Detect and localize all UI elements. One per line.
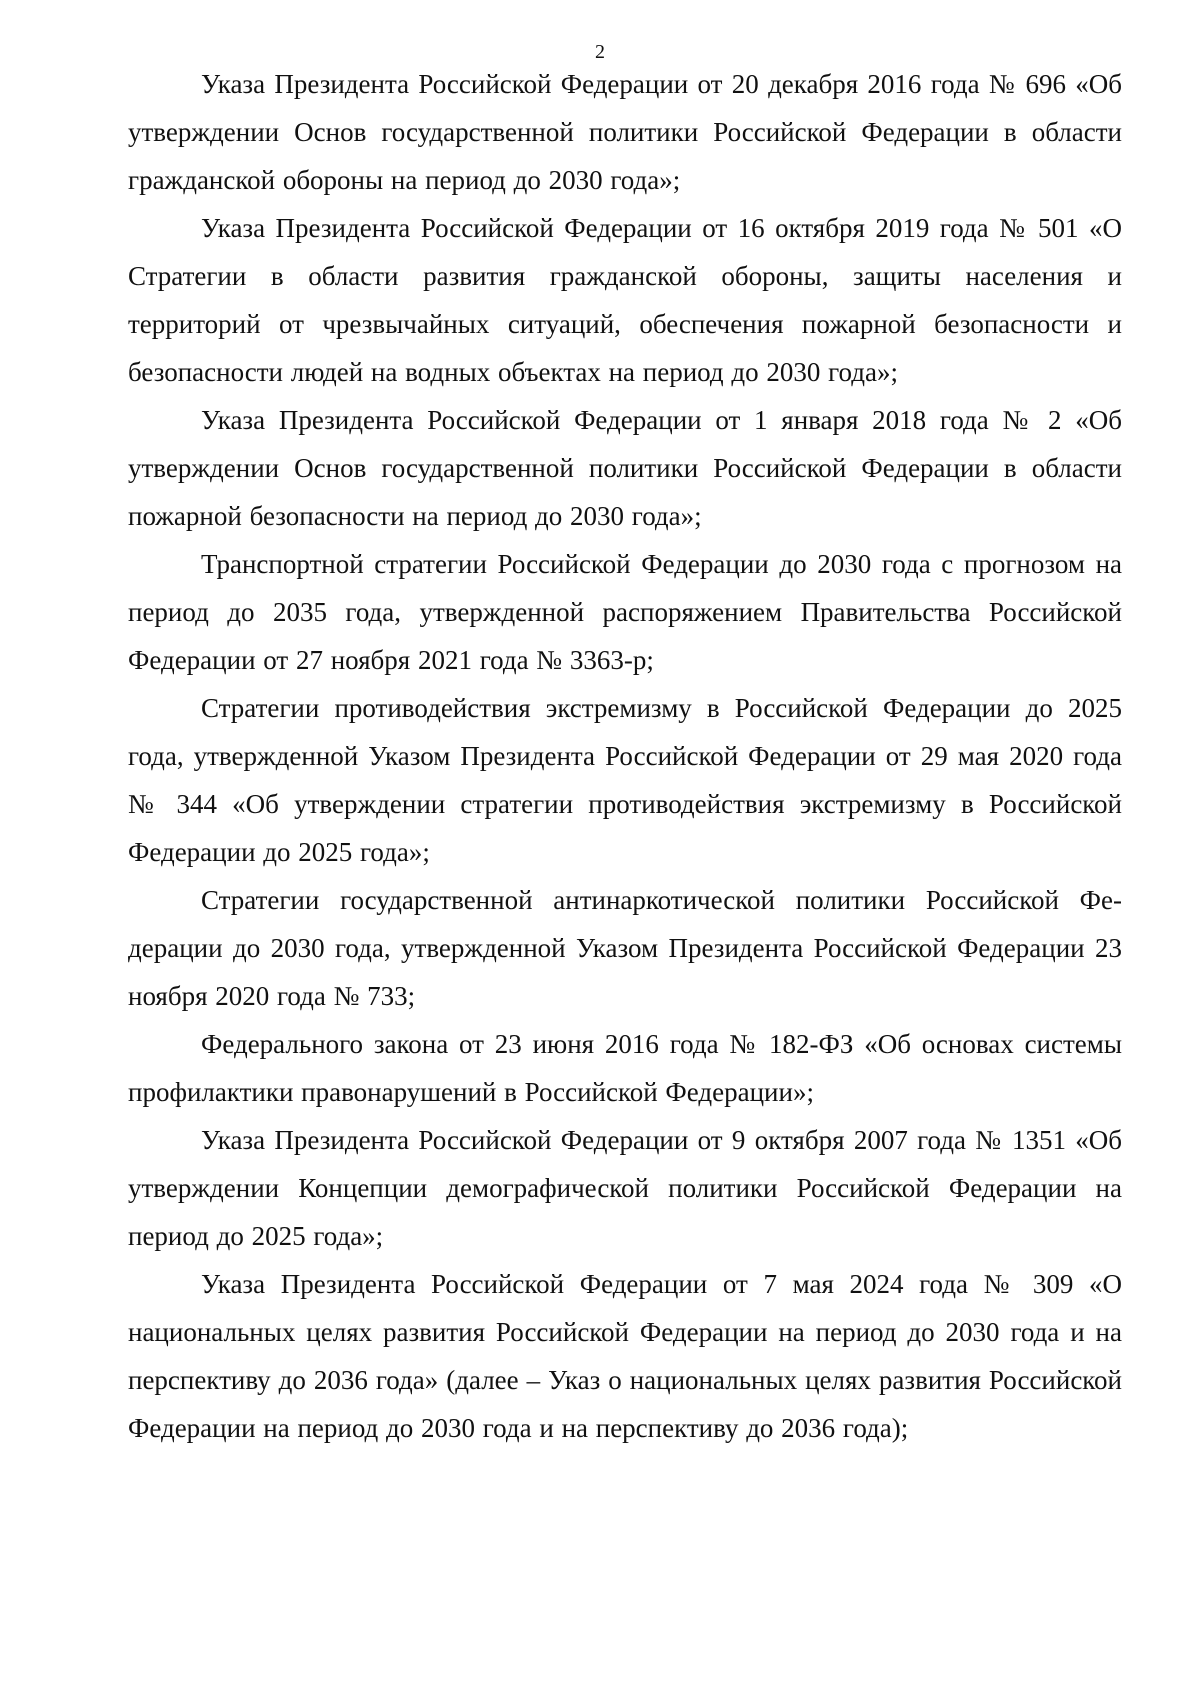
paragraph-decree-501: Указа Президента Российской Федерации от 16 октября 2019 года № 501 «О Стратегии в области развития гражданской обороны, защиты населения и территорий от чрезвычайных ситуаций, обеспечения пожарной безопасности и безопасности людей на водных объектах на период до 2030 года»; — [128, 213, 1122, 387]
paragraph-decree-696: Указа Президента Российской Федерации от 20 декабря 2016 года № 696 «Об утверждении Основ государственной политики Российской Федерации в области гражданской обороны на период до 2030 года»; — [128, 69, 1122, 195]
paragraph-antinarcotic-strategy: Стратегии государственной антинаркотической политики Российской Федерации до 2030 года, утвержденной Указом Президента Российской Федерации 23 ноября 2020 года № 733; — [128, 885, 1122, 1011]
paragraph-decree-1351: Указа Президента Российской Федерации от 9 октября 2007 года № 1351 «Об утверждении Концепции демографической политики Российской Федерации на период до 2025 года»; — [128, 1125, 1122, 1251]
paragraph-decree-309: Указа Президента Российской Федерации от 7 мая 2024 года № 309 «О национальных целях развития Российской Федерации на период до 2030 года и на перспективу до 2036 года» (далее – Указ о национальных целях развития Российской Федерации на период до 2030 года и на перспективу до 2036 года); — [128, 1269, 1122, 1443]
paragraph-extremism-strategy: Стратегии противодействия экстремизму в Российской Федерации до 2025 года, утвержденной Указом Президента Российской Федерации от 29 мая 2020 года № 344 «Об утверждении стратегии противодействия экстремизму в Российской Федерации до 2025 года»; — [128, 693, 1122, 867]
document-body — [128, 60, 1122, 1452]
paragraph-decree-2: Указа Президента Российской Федерации от 1 января 2018 года № 2 «Об утверждении Основ государственной политики Российской Федерации в области пожарной безопасности на период до 2030 года»; — [128, 405, 1122, 531]
paragraph-transport-strategy: Транспортной стратегии Российской Федерации до 2030 года с прогнозом на период до 2035 года, утвержденной распоряжением Правительства Российской Федерации от 27 ноября 2021 года № 3363-р; — [128, 549, 1122, 675]
page-number: 2 — [595, 41, 605, 63]
paragraph-federal-law-182: Федерального закона от 23 июня 2016 года № 182-ФЗ «Об основах системы профилактики правонарушений в Российской Федерации»; — [128, 1029, 1122, 1107]
